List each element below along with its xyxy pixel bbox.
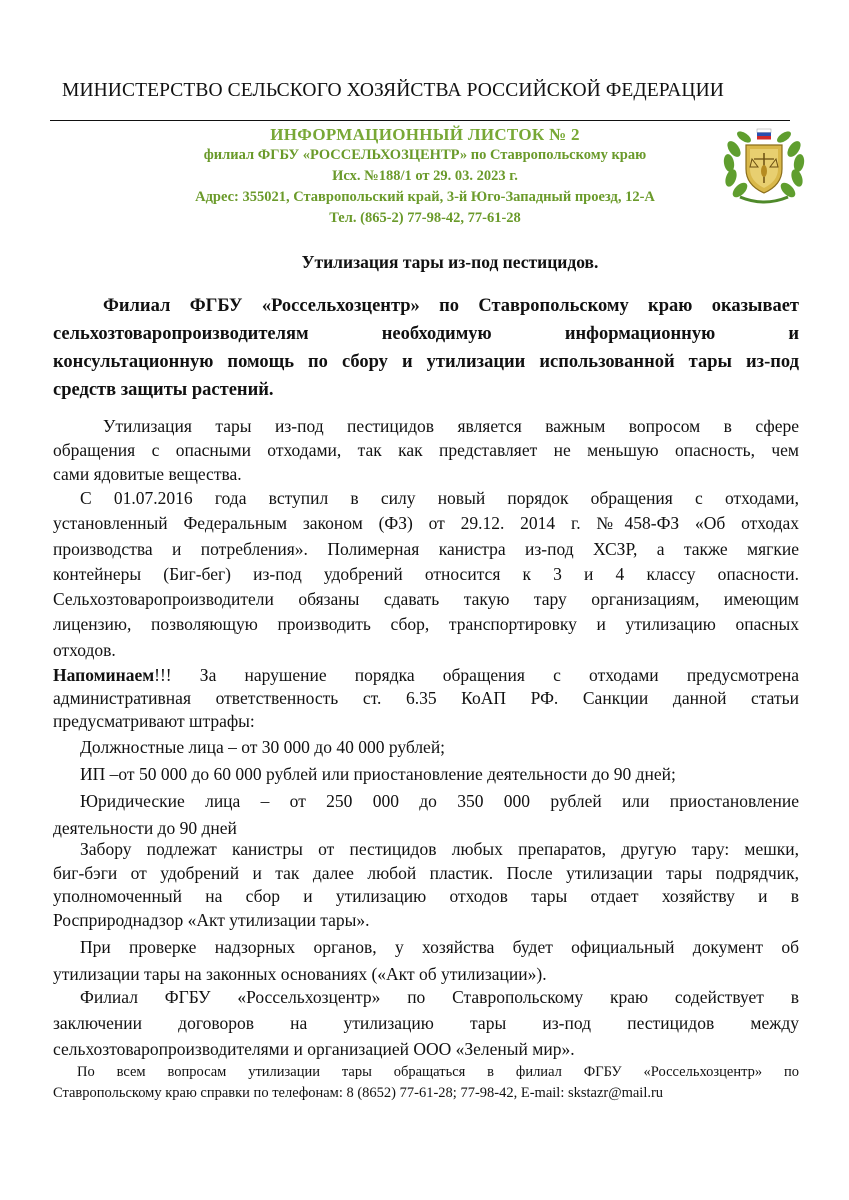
sheet-title: ИНФОРМАЦИОННЫЙ ЛИСТОК № 2 (270, 125, 580, 144)
paragraph-line: Забору подлежат канистры от пестицидов любых препаратов, другую тару: мешки, (80, 839, 799, 859)
paragraph-line: Сельхозтоваропроизводители обязаны сдавать такую тару организациям, имеющим (53, 589, 799, 610)
phone: Тел. (865-2) 77-98-42, 77-61-28 (329, 210, 521, 226)
paragraph-line: Филиал ФГБУ «Россельхозцентр» по Ставропольскому краю содействует в (80, 987, 799, 1007)
paragraph-line: лицензию, позволяющую производить сбор, транспортировку и утилизацию опасных (53, 614, 799, 635)
paragraph-line: сельхозтоваропроизводителями и организацией ООО «Зеленый мир». (53, 1039, 575, 1059)
paragraph-line: утилизации тары на законных основаниях («Акт об утилизации»). (53, 964, 547, 984)
fine-item: ИП –от 50 000 до 60 000 рублей или приостановление деятельности до 90 дней; (80, 764, 676, 784)
intro-line: сельхозтоваропроизводителям необходимую информационную и (53, 324, 799, 344)
footer-line: По всем вопросам утилизации тары обращаться в филиал ФГБУ «Россельхозцентр» по (77, 1064, 799, 1080)
rosselkhozcentr-emblem-icon (722, 123, 806, 207)
reminder-word: Напоминаем (53, 665, 155, 685)
intro-line: средств защиты растений. (53, 380, 274, 400)
intro-line: консультационную помощь по сбору и утилизации использованной тары из-под (53, 352, 799, 372)
branch-name: филиал ФГБУ «РОССЕЛЬХОЗЦЕНТР» по Ставропольскому краю (203, 147, 647, 163)
address: Адрес: 355021, Ставропольский край, 3-й Юго-Западный проезд, 12-А (195, 189, 655, 205)
paragraph-line: производства и потребления». Полимерная канистра из-под ХСЗР, а также мягкие (53, 538, 799, 559)
paragraph-hazard (53, 414, 799, 486)
intro-paragraph (53, 292, 799, 404)
paragraph-law (53, 486, 799, 663)
paragraph-line: обращения с опасными отходами, так как представляет не меньшую опасность, чем (53, 440, 799, 460)
paragraph-line: Росприроднадзор «Акт утилизации тары». (53, 909, 370, 930)
paragraph-line (53, 664, 799, 687)
document-subject: Утилизация тары из-под пестицидов. (301, 252, 599, 272)
paragraph-line: предусматривают штрафы: (53, 711, 255, 731)
contact-footer (53, 1062, 799, 1104)
paragraph-line: контейнеры (Биг-бег) из-под удобрений относится к 3 и 4 классу опасности. (53, 563, 799, 584)
fine-item: Юридические лица – от 250 000 до 350 000 рублей или приостановление (80, 791, 799, 811)
ministry-heading: МИНИСТЕРСТВО СЕЛЬСКОГО ХОЗЯЙСТВА РОССИЙСКОЙ ФЕДЕРАЦИИ (62, 80, 724, 101)
paragraph-line: установленный Федеральным законом (ФЗ) от 29.12. 2014 г. №458-ФЗ «Об отходах (53, 513, 799, 534)
paragraph-contracts (53, 984, 799, 1062)
fine-item: Должностные лица – от 30 000 до 40 000 рублей; (80, 737, 446, 757)
intro-line: Филиал ФГБУ «Россельхозцентр» по Ставропольскому краю оказывает (103, 296, 799, 316)
outgoing-ref: Исх. №188/1 от 29. 03. 2023 г. (332, 168, 518, 184)
fines-list (53, 734, 799, 842)
paragraph-line: сами ядовитые вещества. (53, 464, 242, 484)
paragraph-line: С 01.07.2016 года вступил в силу новый порядок обращения с отходами, (80, 488, 799, 508)
letterhead (150, 124, 700, 229)
paragraph-line: отходов. (53, 639, 116, 660)
paragraph-line: биг-бэги от удобрений и так далее любой пластик. После утилизации тары подрядчик, (53, 862, 799, 883)
paragraph-inspection (53, 934, 799, 988)
paragraph-line: При проверке надзорных органов, у хозяйства будет официальный документ об (80, 937, 799, 957)
footer-line: Ставропольскому краю справки по телефонам: 8 (8652) 77-61-28; 77-98-42, E-mail: skstazr@mail.ru (53, 1085, 664, 1101)
paragraph-reminder (53, 664, 799, 733)
header-divider (50, 120, 790, 121)
paragraph-line: Утилизация тары из-под пестицидов является важным вопросом в сфере (103, 416, 799, 436)
paragraph-line: заключении договоров на утилизацию тары из-под пестицидов между (53, 1013, 799, 1033)
reminder-rest: !!! За нарушение порядка обращения с отходами предусмотрена (154, 665, 799, 685)
paragraph-line: уполномоченный на сбор и утилизацию отходов тары отдает хозяйству и в (53, 886, 799, 906)
paragraph-collection (53, 838, 799, 932)
fine-item: деятельности до 90 дней (53, 818, 237, 838)
paragraph-line: административная ответственность ст. 6.35 КоАП РФ. Санкции данной статьи (53, 688, 799, 708)
